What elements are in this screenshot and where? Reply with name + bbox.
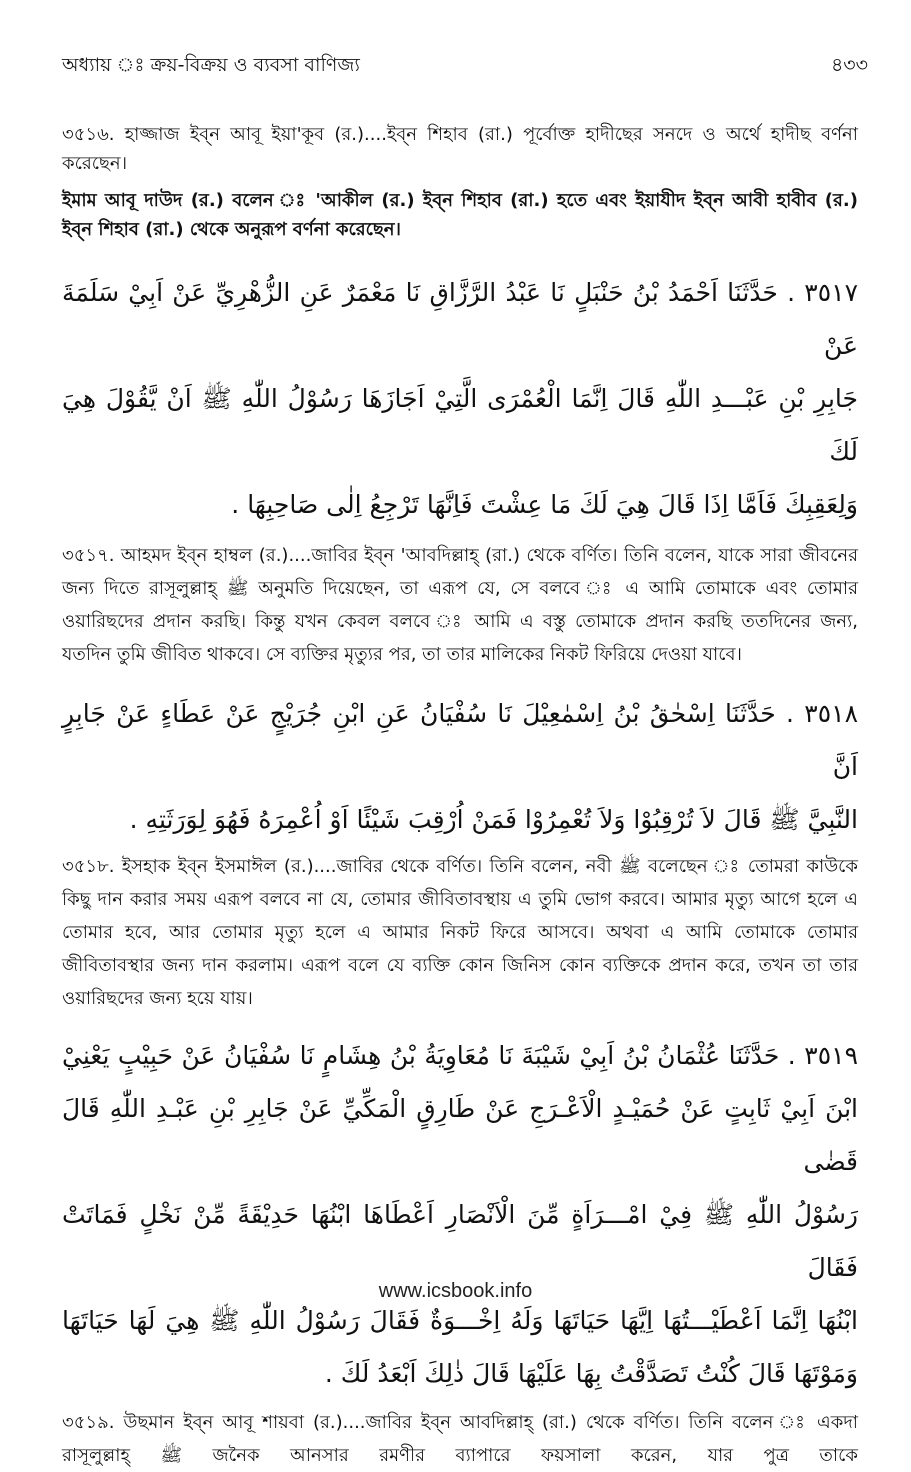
hadith-3516-bengali: ৩৫১৬. হাজ্জাজ ইব্‌ন আবূ ইয়া'কূব (র.)....ইব্‌ন শিহাব (রা.) পূর্বোক্ত হাদীছের সনদে ও অর্থে হাদীছ বর্ণনা করেছেন। — [62, 124, 858, 174]
arabic-line: جَابِرِ بْنِ عَبْـــدِ اللّٰهِ قَالَ اِنَّمَا الْعُمْرَى الَّتِيْ اَجَازَهَا رَسُوْلُ اللّٰهِ ﷺ اَنْ يَّقُوْلَ هِيَ لَكَ — [62, 384, 858, 466]
arabic-line: وَلِعَقِبِكَ فَاَمَّا اِذَا قَالَ هِيَ لَكَ مَا عِشْتَ فَاِنَّهَا تَرْجِعُ اِلٰى صَاحِبِهَا . — [231, 490, 858, 519]
hadith-3517-arabic — [62, 266, 858, 531]
chapter-title: অধ্যায় ঃ ক্রয়-বিক্রয় ও ব্যবসা বাণিজ্য — [62, 54, 360, 76]
hadith-3519-arabic — [62, 1029, 858, 1400]
hadith-3518-bengali: ৩৫১৮. ইসহাক ইব্‌ন ইসমাঈল (র.)....জাবির থেকে বর্ণিত। তিনি বলেন, নবী ﷺ বলেছেন ঃ তোমরা কাউকে কিছু দান করার সময় এরূপ বলবে না যে, তোমার জীবিতাবস্থায় এ তুমি ভোগ করবে। আমার মৃত্যু আগে হলে এ তোমার হবে, আর তোমার মৃত্যু হলে এ আমার নিকট ফিরে আসবে। অথবা এ আমি তোমাকে তোমার জীবিতাবস্থার জন্য দান করলাম। এরূপ বলে যে ব্যক্তি কোন জিনিস কোন ব্যক্তিকে প্রদান করে, তখন তা তার ওয়ারিছদের জন্য হয়ে যায়। — [62, 856, 859, 1009]
hadith-3516-note: ইমাম আবূ দাউদ (র.) বলেন ঃ 'আকীল (র.) ইব্‌ন শিহাব (রা.) হতে এবং ইয়াযীদ ইব্‌ন আবী হাবীব (র.) ইব্‌ন শিহাব (রা.) থেকে অনুরূপ বর্ণনা করেছেন। — [62, 190, 858, 240]
book-page — [62, 50, 868, 1472]
hadith-3517-bengali: ৩৫১৭. আহমদ ইব্‌ন হাম্বল (র.)....জাবির ইব্‌ন 'আবদিল্লাহ্ (রা.) থেকে বর্ণিত। তিনি বলেন, যাকে সারা জীবনের জন্য দিতে রাসূলুল্লাহ্ ﷺ অনুমতি দিয়েছেন, তা এরূপ যে, সে বলবে ঃ এ আমি তোমাকে এবং তোমার ওয়ারিছদের প্রদান করছি। কিন্তু যখন কেবল বলবে ঃ আমি এ বস্তু তোমাকে প্রদান করছি ততদিনের জন্য, যতদিন তুমি জীবিত থাকবে। সে ব্যক্তির মৃত্যুর পর, তা তার মালিকের নিকট ফিরিয়ে দেওয়া যাবে। — [62, 545, 859, 665]
arabic-line: ابْنَ اَبِيْ ثَابِتٍ عَنْ حُمَيْـدٍ الْاَعْـرَجِ عَنْ طَارِقٍ الْمَكِّيِّ عَنْ جَابِرِ بْنِ عَبْـدِ اللّٰهِ قَالَ قَضٰى — [62, 1094, 858, 1176]
arabic-line: ٣٥١٩ . حَدَّثَنَا عُثْمَانُ بْنُ اَبِيْ شَيْبَةَ نَا مُعَاوِيَةُ بْنُ هِشَامٍ نَا سُفْيَانُ عَنْ حَبِيْبٍ يَعْنِيْ — [62, 1041, 858, 1070]
hadith-3519-bengali: ৩৫১৯. উছমান ইব্‌ন আবূ শায়বা (র.)....জাবির ইব্‌ন আবদিল্লাহ্ (রা.) থেকে বর্ণিত। তিনি বলেন ঃ একদা রাসূলুল্লাহ্ ﷺ জনৈক আনসার রমণীর ব্যাপারে ফয়সালা করেন, যার পুত্র তাকে — [62, 1412, 858, 1466]
arabic-line: ٣٥١٨ . حَدَّثَنَا اِسْحٰقُ بْنُ اِسْمٰعِيْلَ نَا سُفْيَانُ عَنِ ابْنِ جُرَيْجٍ عَنْ عَطَاءٍ عَنْ جَابِرٍ اَنَّ — [62, 699, 858, 781]
arabic-line: النَّبِيَّ ﷺ قَالَ لاَ تُرْقِبُوْا وَلاَ تُعْمِرُوْا فَمَنْ اُرْقِبَ شَيْئًا اَوْ اُعْمِرَهُ فَهُوَ لِوَرَثَتِهِ . — [129, 805, 858, 834]
arabic-line: ٣٥١٧ . حَدَّثَنَا اَحْمَدُ بْنُ حَنْبَلٍ نَا عَبْدُ الرَّزَّاقِ نَا مَعْمَرٌ عَنِ الزُّهْرِيِّ عَنْ اَبِيْ سَلَمَةَ عَنْ — [62, 278, 858, 360]
arabic-line: ابْنُهَا اِنَّمَا اَعْطَيْـــتُهَا اِيَّهَا حَيَاتَهَا وَلَهُ اِخْـــوَةٌ فَقَالَ رَسُوْلُ اللّٰهِ ﷺ هِيَ لَهَا حَيَاتَهَا — [62, 1306, 858, 1335]
arabic-line: رَسُوْلُ اللّٰهِ ﷺ فِيْ امْـــرَاَةٍ مِّنَ الْاَنْصَارِ اَعْطَاهَا ابْنُهَا حَدِيْقَةً مِّنْ نَخْلٍ فَمَاتَتْ فَقَالَ — [62, 1200, 858, 1282]
footer-website: www.icsbook.info — [378, 1280, 533, 1302]
arabic-line: وَمَوْتَهَا قَالَ كُنْتُ تَصَدَّقْتُ بِهَا عَلَيْهَا قَالَ ذٰلِكَ اَبْعَدُ لَكَ . — [324, 1359, 858, 1388]
hadith-3518-arabic — [62, 687, 858, 846]
page-header — [62, 50, 868, 80]
page-number: ৪৩৩ — [830, 54, 868, 76]
